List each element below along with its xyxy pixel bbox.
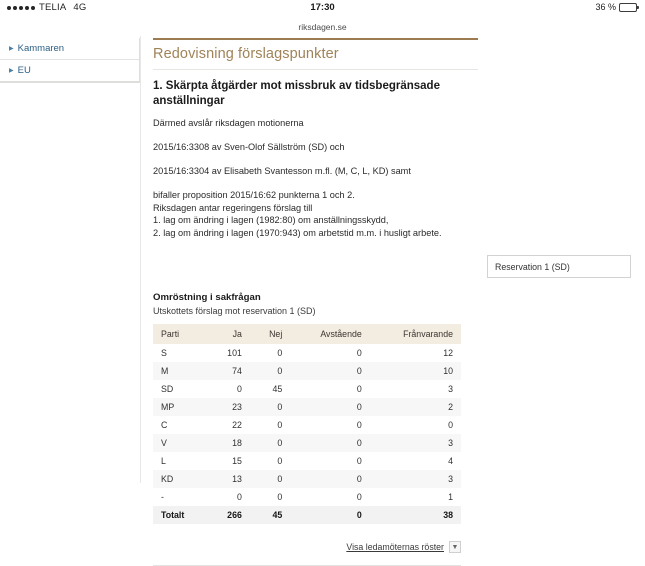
sidebar: [0, 36, 140, 483]
cell-avstaende: 0: [356, 402, 362, 413]
battery-icon: [619, 3, 637, 12]
cell-ja: 74: [232, 366, 242, 377]
column-header-parti: Parti: [153, 324, 207, 344]
url-label: riksdagen.se: [0, 22, 645, 36]
chevron-down-icon[interactable]: ▼: [449, 541, 461, 553]
paragraph-motion-1: 2015/16:3308 av Sven-Olof Sällström (SD) och: [153, 142, 345, 152]
cell-avstaende: 0: [356, 366, 362, 377]
decision-line: bifaller proposition 2015/16:62 punkterna 1 och 2.: [153, 190, 355, 200]
signal-strength-icon: [7, 6, 35, 10]
cell-franvarande: 2: [448, 402, 453, 413]
sidebar-item-label: Kammaren: [17, 43, 65, 54]
decision-line: Riksdagen antar regeringens förslag till: [153, 202, 313, 213]
cell-ja: 18: [232, 438, 242, 449]
cell-avstaende: 0: [356, 384, 362, 395]
cell-franvarande: 12: [443, 348, 453, 359]
cell-parti: S: [161, 348, 167, 359]
ios-status-bar: [0, 0, 645, 22]
cell-parti: -: [161, 492, 164, 503]
cell-parti: M: [161, 366, 169, 377]
show-voters-link[interactable]: Visa ledamöternas röster: [346, 542, 444, 553]
decision-block: [153, 189, 631, 239]
caret-right-icon: ▶: [9, 67, 14, 74]
total-cell-ja: 266: [227, 510, 242, 521]
cell-avstaende: 0: [356, 474, 362, 485]
cell-nej: 0: [277, 366, 283, 377]
cell-ja: 15: [232, 456, 242, 467]
main-content: [153, 36, 645, 553]
sidebar-item-eu[interactable]: [0, 60, 139, 82]
reservation-row: [153, 255, 631, 278]
cell-avstaende: 0: [356, 492, 362, 503]
vote-section-subheading: Utskottets förslag mot reservation 1 (SD): [153, 306, 316, 317]
reservation-label: Reservation 1 (SD): [495, 261, 570, 272]
column-header-avstaende: Avstående: [290, 324, 369, 344]
table-row: [153, 398, 461, 416]
cell-franvarande: 3: [448, 474, 453, 485]
sidebar-item-label: EU: [17, 65, 31, 76]
cell-franvarande: 3: [448, 384, 453, 395]
table-body: [153, 344, 461, 524]
status-bar-right: [595, 2, 645, 12]
total-cell-franvarande: 38: [443, 510, 453, 521]
network-type-label: 4G: [73, 2, 87, 13]
cell-nej: 0: [277, 456, 283, 467]
cell-parti: KD: [161, 474, 174, 485]
cell-nej: 0: [277, 438, 283, 449]
table-header-row: [153, 324, 461, 344]
cell-nej: 45: [272, 384, 283, 395]
reservation-box[interactable]: [487, 255, 631, 278]
cell-parti: MP: [161, 402, 175, 413]
sidebar-panel: [0, 38, 140, 83]
carrier-label: TELIA: [39, 2, 67, 13]
proposal-heading: 1. Skärpta åtgärder mot missbruk av tidsbegränsade anställningar: [153, 80, 440, 107]
page-title: Redovisning förslagspunkter: [153, 46, 339, 62]
column-header-franvarande: Frånvarande: [370, 324, 461, 344]
column-header-nej: Nej: [250, 324, 290, 344]
cell-parti: C: [161, 420, 168, 431]
decision-line: 2. lag om ändring i lagen (1970:943) om arbetstid m.m. i husligt arbete.: [153, 227, 442, 238]
cell-avstaende: 0: [356, 438, 362, 449]
vote-results-table: [153, 324, 461, 524]
table-row: [153, 488, 461, 506]
total-cell-avstaende: 0: [356, 510, 362, 521]
table-row: [153, 470, 461, 488]
status-bar-left: [0, 2, 86, 13]
cell-parti: L: [161, 456, 166, 467]
cell-avstaende: 0: [356, 348, 362, 359]
paragraph-motions-intro: Därmed avslår riksdagen motionerna: [153, 118, 304, 128]
cell-nej: 0: [277, 402, 283, 413]
cell-franvarande: 3: [448, 438, 453, 449]
cell-parti: V: [161, 438, 167, 449]
cell-avstaende: 0: [356, 420, 362, 431]
total-cell-nej: 45: [272, 510, 283, 521]
cell-avstaende: 0: [356, 456, 362, 467]
table-row: [153, 362, 461, 380]
cell-ja: 23: [232, 402, 242, 413]
cell-nej: 0: [277, 420, 283, 431]
cell-ja: 13: [232, 474, 242, 485]
cell-parti: SD: [161, 384, 174, 395]
column-header-ja: Ja: [207, 324, 249, 344]
cell-franvarande: 10: [443, 366, 453, 377]
total-cell-parti: Totalt: [161, 510, 185, 521]
cell-franvarande: 0: [448, 420, 453, 431]
page-body: [0, 36, 645, 553]
cell-franvarande: 1: [448, 492, 453, 503]
vote-section-heading: Omröstning i sakfrågan: [153, 292, 261, 304]
title-divider: [153, 69, 478, 70]
table-row: [153, 380, 461, 398]
table-row: [153, 344, 461, 362]
decision-line: 1. lag om ändring i lagen (1982:80) om anställningsskydd,: [153, 215, 389, 226]
table-row: [153, 416, 461, 434]
cell-ja: 0: [236, 492, 242, 503]
table-row: [153, 452, 461, 470]
column-divider: [140, 36, 153, 483]
show-voters-row: [153, 541, 461, 553]
status-bar-center: [0, 2, 645, 13]
table-total-row: [153, 506, 461, 524]
sidebar-item-kammaren[interactable]: [0, 38, 139, 60]
cell-ja: 22: [232, 420, 242, 431]
cell-ja: 101: [227, 348, 242, 359]
table-row: [153, 434, 461, 452]
clock-label: 17:30: [310, 2, 335, 13]
cell-franvarande: 4: [448, 456, 453, 467]
battery-percent-label: 36 %: [595, 2, 616, 12]
paragraph-motion-2: 2015/16:3304 av Elisabeth Svantesson m.fl. (M, C, L, KD) samt: [153, 166, 411, 176]
cell-nej: 0: [277, 348, 283, 359]
caret-right-icon: ▶: [9, 45, 14, 52]
cell-ja: 0: [236, 384, 242, 395]
cell-nej: 0: [277, 492, 283, 503]
cell-nej: 0: [277, 474, 283, 485]
table-header: [153, 324, 461, 344]
